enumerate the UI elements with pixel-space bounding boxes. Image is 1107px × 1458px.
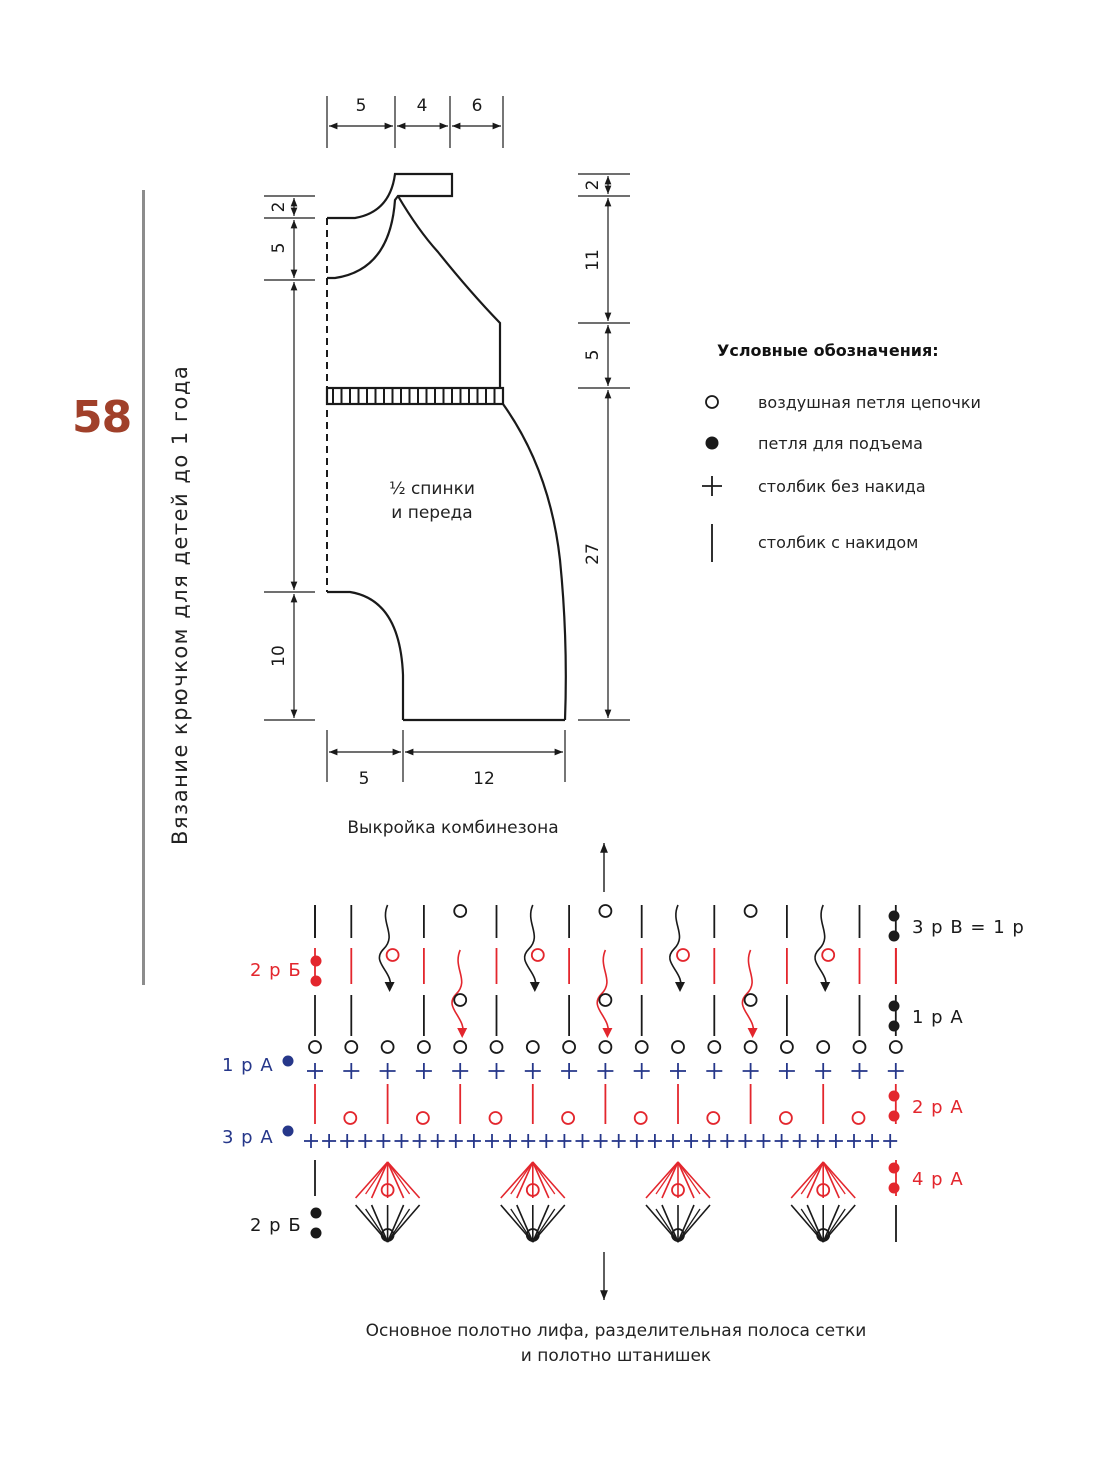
chain-stitch-icon [822, 949, 834, 961]
chain-stitch-icon [817, 1041, 829, 1053]
shell-stitch-mark [646, 1205, 678, 1242]
chain-stitch-icon [309, 1041, 321, 1053]
chain-arrow [525, 905, 536, 990]
filled-circle-icon [706, 437, 719, 450]
chain-stitch-icon [672, 1041, 684, 1053]
shell-stitch-mark [656, 1162, 678, 1194]
shell-stitch-mark [511, 1162, 533, 1194]
arrow-head-icon [457, 1028, 467, 1038]
chain-stitch-icon [599, 994, 611, 1006]
chain-stitch-icon [345, 1041, 357, 1053]
turning-stitch-icon [889, 931, 900, 942]
chain-stitch-icon [490, 1112, 502, 1124]
shell-stitch-mark [366, 1209, 388, 1242]
chain-arrow [742, 950, 753, 1036]
shell-stitch-mark [388, 1162, 410, 1194]
chain-stitch-icon [532, 949, 544, 961]
chain-arrow [815, 905, 826, 990]
turning-stitch-icon [889, 1163, 900, 1174]
chain-stitch-icon [636, 1041, 648, 1053]
shell-stitch-mark [678, 1209, 700, 1242]
legend-item-1: воздушная петля цепочки [758, 393, 981, 412]
shell-stitch-mark [823, 1205, 855, 1242]
turning-stitch-icon [283, 1126, 294, 1137]
arrow-head-icon [602, 1028, 612, 1038]
arrow-head-icon [675, 982, 685, 992]
chain-stitch-icon [562, 1112, 574, 1124]
row-label-left-2pB-top: 2 р Б [250, 960, 302, 981]
chain-stitch-icon [454, 994, 466, 1006]
yoke-band-ticks [333, 388, 495, 404]
chain-stitch-icon [491, 1041, 503, 1053]
shell-stitch-mark [517, 1205, 533, 1242]
shell-stitch-mark [372, 1205, 388, 1242]
dim-left-3: 10 [269, 645, 289, 667]
legend-item-3: столбик без накида [758, 477, 926, 496]
shell-stitch-mark [501, 1205, 533, 1242]
chain-stitch-icon [563, 1041, 575, 1053]
stitch-chart [283, 905, 904, 1242]
pattern-piece-label-1: ½ спинки [389, 479, 475, 499]
shell-stitch-mark [801, 1209, 823, 1242]
plus-icon [702, 476, 722, 496]
chain-stitch-icon [745, 905, 757, 917]
chain-stitch-icon [344, 1112, 356, 1124]
shell-stitch-mark [662, 1162, 678, 1198]
shell-stitch-mark [678, 1162, 700, 1194]
chain-stitch-icon [454, 1041, 466, 1053]
turning-stitch-icon [311, 1208, 322, 1219]
shell-stitch-mark [807, 1162, 823, 1198]
chart-caption-line2: и полотно штанишек [520, 1346, 712, 1366]
dim-top-2: 4 [416, 96, 428, 116]
turning-stitch-icon [311, 956, 322, 967]
dim-bottom-2: 12 [473, 769, 495, 789]
chain-arrow [379, 905, 390, 990]
shell-stitch-mark [533, 1209, 555, 1242]
turning-stitch-icon [283, 1056, 294, 1067]
row-label-right-1pA: 1 р А [912, 1007, 964, 1028]
arrow-head-icon [820, 982, 830, 992]
turning-stitch-icon [889, 1091, 900, 1102]
row-label-right-2pA: 2 р А [912, 1097, 964, 1118]
shell-stitch-mark [388, 1162, 404, 1198]
shell-stitch-mark [388, 1205, 420, 1242]
shell-stitch-mark [511, 1209, 533, 1242]
turning-stitch-icon [889, 1111, 900, 1122]
turning-stitch-icon [889, 1183, 900, 1194]
chain-stitch-icon [781, 1041, 793, 1053]
chain-stitch-icon [417, 1112, 429, 1124]
shell-stitch-mark [662, 1205, 678, 1242]
chain-stitch-icon [418, 1041, 430, 1053]
shell-stitch-mark [678, 1162, 694, 1198]
chain-stitch-icon [677, 949, 689, 961]
legend-item-4: столбик с накидом [758, 533, 919, 552]
chain-stitch-icon [599, 1041, 611, 1053]
chain-stitch-icon [890, 1041, 902, 1053]
chain-stitch-icon [382, 1041, 394, 1053]
chain-stitch-icon [387, 949, 399, 961]
turning-stitch-icon [889, 911, 900, 922]
row-label-left-1pA: 1 р А [222, 1055, 274, 1076]
shell-stitch-mark [807, 1205, 823, 1242]
legend-title: Условные обозначения: [717, 341, 939, 360]
page-number: 58 [72, 392, 132, 443]
pattern-caption: Выкройка комбинезона [347, 818, 559, 838]
shell-stitch-mark [823, 1162, 839, 1198]
chain-stitch-icon [745, 1041, 757, 1053]
row-label-left-3pA: 3 р А [222, 1127, 274, 1148]
shell-stitch-mark [366, 1162, 388, 1194]
side-title: Вязание крючком для детей до 1 года [168, 364, 192, 845]
turning-stitch-icon [889, 1001, 900, 1012]
dim-bottom-1: 5 [358, 769, 370, 789]
shell-stitch-mark [656, 1209, 678, 1242]
row-label-3pB: 3 р В = 1 р [912, 917, 1025, 938]
dim-left-2: 5 [269, 242, 289, 254]
open-circle-icon [706, 396, 718, 408]
shell-stitch-mark [533, 1162, 549, 1198]
shell-stitch-mark [388, 1209, 410, 1242]
left-dimensions [264, 196, 315, 720]
chain-stitch-icon [635, 1112, 647, 1124]
shell-stitch-mark [678, 1205, 710, 1242]
chain-stitch-icon [599, 905, 611, 917]
row-label-left-2pB-bottom: 2 р Б [250, 1215, 302, 1236]
chain-stitch-icon [854, 1041, 866, 1053]
chain-arrow [597, 950, 608, 1036]
pattern-outline [327, 174, 566, 720]
arrow-head-icon [748, 1028, 758, 1038]
shell-stitch-mark [823, 1162, 845, 1194]
shell-stitch-mark [678, 1205, 694, 1242]
chain-stitch-icon [527, 1041, 539, 1053]
shell-stitch-mark [356, 1205, 388, 1242]
shell-stitch-mark [823, 1205, 839, 1242]
shell-stitch-mark [517, 1162, 533, 1198]
chain-stitch-icon [780, 1112, 792, 1124]
arrow-head-icon [385, 982, 395, 992]
dim-right-2: 11 [583, 249, 603, 271]
legend [702, 341, 981, 562]
legend-item-2: петля для подъема [758, 434, 923, 453]
pattern-piece-label-2: и переда [391, 503, 473, 523]
row-label-right-4pA: 4 р А [912, 1169, 964, 1190]
chain-stitch-icon [707, 1112, 719, 1124]
turning-stitch-icon [889, 1021, 900, 1032]
chain-arrow [452, 950, 463, 1036]
chain-stitch-icon [853, 1112, 865, 1124]
arrow-head-icon [530, 982, 540, 992]
shell-stitch-mark [801, 1162, 823, 1194]
shell-stitch-mark [791, 1205, 823, 1242]
dim-top-3: 6 [471, 96, 483, 116]
turning-stitch-icon [311, 976, 322, 987]
dim-top-1: 5 [355, 96, 367, 116]
shell-stitch-mark [372, 1162, 388, 1198]
dim-right-3: 5 [583, 349, 603, 361]
chain-arrow [670, 905, 681, 990]
dim-right-4: 27 [583, 543, 603, 565]
shell-stitch-mark [533, 1205, 549, 1242]
chart-caption-line1: Основное полотно лифа, разделительная полоса сетки [365, 1321, 867, 1341]
dim-left-1: 2 [269, 201, 289, 213]
dim-right-1: 2 [583, 179, 603, 191]
shell-stitch-mark [533, 1205, 565, 1242]
chain-stitch-icon [745, 994, 757, 1006]
shell-stitch-mark [388, 1205, 404, 1242]
turning-stitch-icon [311, 1228, 322, 1239]
chain-stitch-icon [454, 905, 466, 917]
shell-stitch-mark [533, 1162, 555, 1194]
shell-stitch-mark [823, 1209, 845, 1242]
chain-stitch-icon [708, 1041, 720, 1053]
